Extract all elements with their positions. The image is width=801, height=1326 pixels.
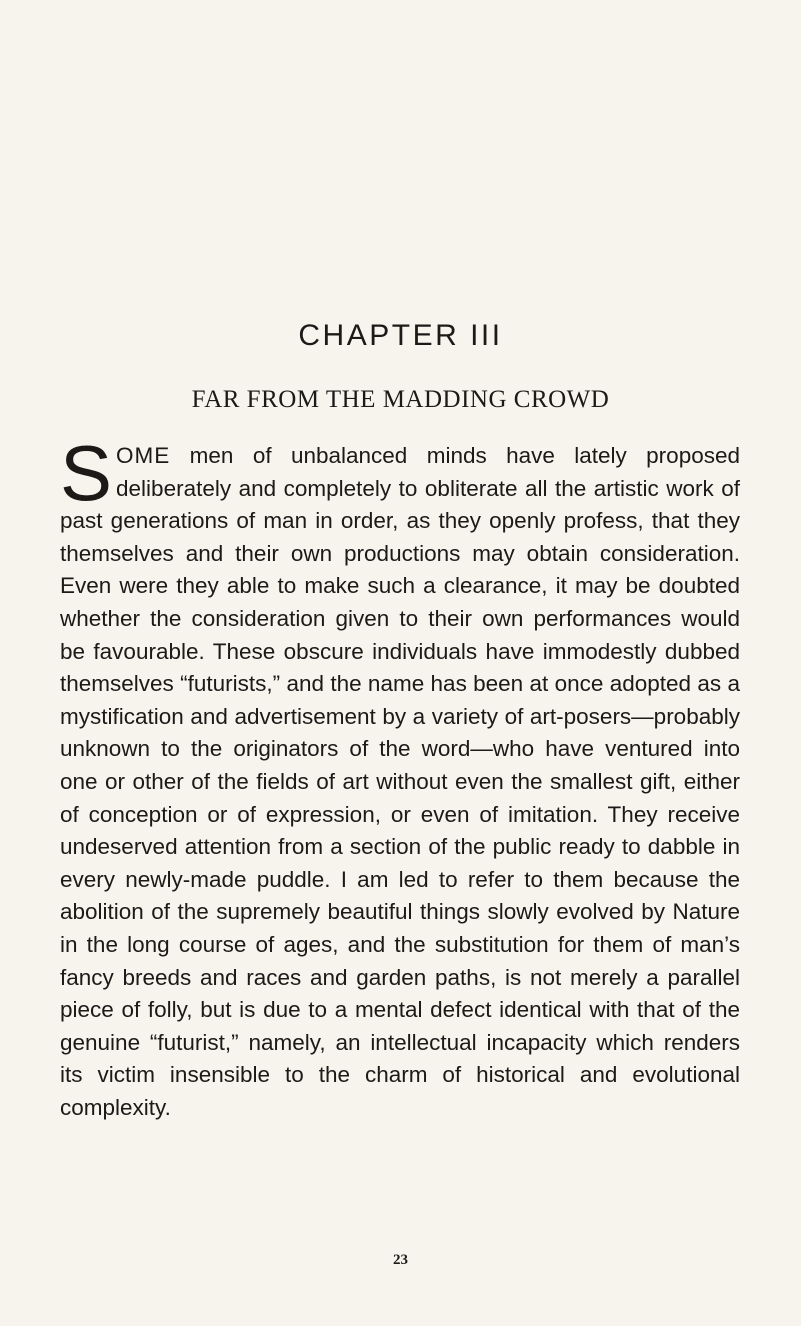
paragraph-text: men of unbalanced minds have lately proposed deliberately and completely to obliterate all the artistic work of past generations of man in order, as they openly profess, that they themselves and their own productions may obtain consideration. Even were they able to make such a clearance, it may be doubted whether the consideration given to their own performances would be favourable. These obscure individuals have immodestly dubbed themselves “futurists,” and the name has been at once adopted as a mystification and advertisement by a variety of art-posers—probably unknown to the originators of the word—who have ventured into one or other of the fields of art without even the smallest gift, either of conception or of expression, or even of imitation. They receive undeserved attention from a section of the public ready to dabble in every newly-made puddle. I am led to refer to them because the abolition of the supremely beautiful things slowly evolved by Nature in the long course of ages, and the substitution for them of man’s fancy breeds and races and garden paths, is not merely a parallel piece of folly, but is due to a mental defect identical with that of the genuine “futurist,” namely, an intellectual incapacity which renders its victim insensible to the charm of historical and evolutional complexity. <box>60 443 740 1120</box>
chapter-heading: CHAPTER III <box>298 319 503 352</box>
chapter-title: FAR FROM THE MADDING CROWD <box>191 386 610 413</box>
lead-word: OME <box>116 443 171 468</box>
drop-cap: S <box>60 429 113 517</box>
body-paragraph <box>60 429 740 1124</box>
page-number: 23 <box>393 1252 408 1268</box>
